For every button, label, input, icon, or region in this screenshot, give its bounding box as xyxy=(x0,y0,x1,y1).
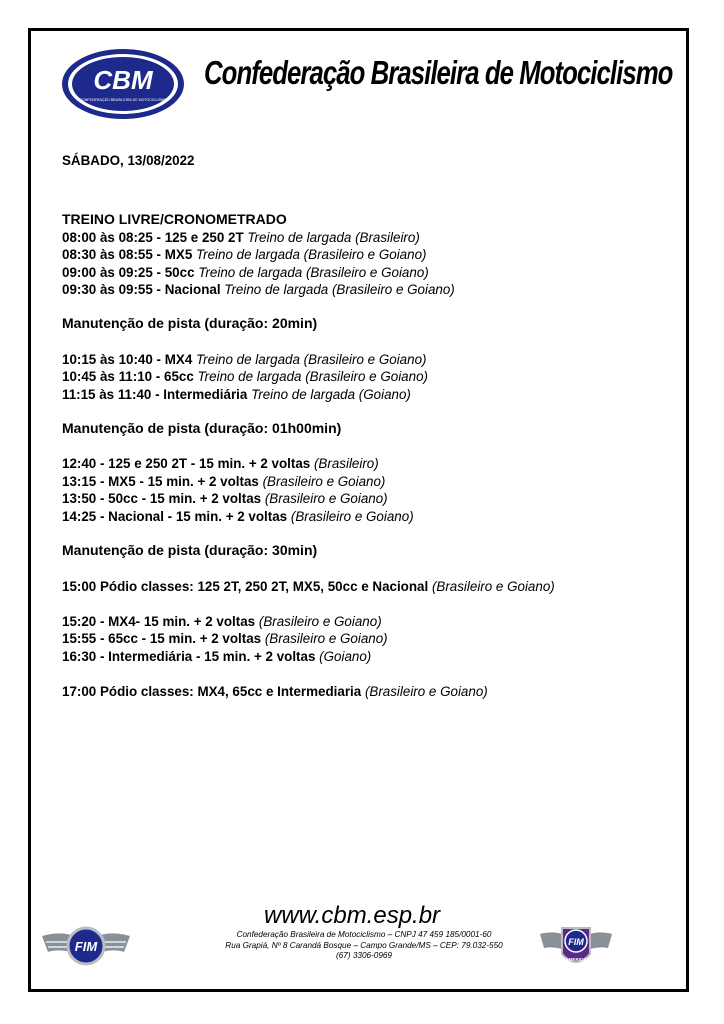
item-time: 10:15 às 10:40 - MX4 xyxy=(62,351,193,367)
item-note: (Goiano) xyxy=(315,648,372,664)
schedule-item xyxy=(62,455,682,472)
organization-title: Confederação Brasileira de Motociclismo xyxy=(204,54,673,91)
item-note: Treino de largada (Brasileiro e Goiano) xyxy=(224,282,455,298)
website-url: www.cbm.esp.br xyxy=(264,902,441,929)
item-time: 13:50 - 50cc - 15 min. + 2 voltas xyxy=(62,491,262,507)
footer-line-phone: (67) 3306-0969 xyxy=(336,951,392,961)
cbm-logo-subtext: CONFEDERAÇÃO BRASILEIRA DE MOTOCICLISMO xyxy=(79,98,167,102)
schedule-item xyxy=(62,351,682,368)
item-time: 16:30 - Intermediária - 15 min. + 2 voltas xyxy=(62,648,316,664)
item-note: (Brasileiro e Goiano) xyxy=(428,578,555,594)
item-time: 17:00 Pódio classes: MX4, 65cc e Intermediaria xyxy=(62,684,362,700)
item-note: (Brasileiro e Goiano) xyxy=(258,473,386,489)
section-free-practice xyxy=(62,211,682,298)
schedule-item xyxy=(62,246,682,263)
item-note: (Brasileiro e Goiano) xyxy=(255,613,382,629)
item-time: 08:00 às 08:25 - 125 e 250 2T xyxy=(62,229,244,245)
footer-contact xyxy=(200,930,528,962)
item-time: 15:55 - 65cc - 15 min. + 2 voltas xyxy=(62,631,262,647)
item-note: Treino de largada (Goiano) xyxy=(247,386,411,402)
section-title: Manutenção de pista (duração: 01h00min) xyxy=(62,420,342,437)
event-date: SÁBADO, 13/08/2022 xyxy=(62,153,195,168)
schedule-item xyxy=(62,648,682,665)
schedule-item xyxy=(62,473,682,490)
schedule-item xyxy=(62,508,682,525)
schedule-item xyxy=(62,368,682,385)
item-time: 08:30 às 08:55 - MX5 xyxy=(62,247,193,263)
item-time: 12:40 - 125 e 250 2T - 15 min. + 2 voltas xyxy=(62,456,311,472)
fim-right-text: FIM xyxy=(568,937,584,947)
item-time: 15:00 Pódio classes: 125 2T, 250 2T, MX5, 50cc e Nacional xyxy=(62,578,429,594)
schedule-item xyxy=(62,229,682,246)
item-time: 09:00 às 09:25 - 50cc xyxy=(62,264,195,280)
item-note: Treino de largada (Brasileiro) xyxy=(243,229,420,245)
section-title: TREINO LIVRE/CRONOMETRADO xyxy=(62,211,287,228)
cbm-logo xyxy=(60,46,186,122)
item-note: (Brasileiro e Goiano) xyxy=(261,491,388,507)
item-note: Treino de largada (Brasileiro e Goiano) xyxy=(192,247,427,263)
schedule-content xyxy=(62,152,682,701)
item-time: 15:20 - MX4- 15 min. + 2 voltas xyxy=(62,613,256,629)
fim-right-subtext: AMERICA xyxy=(565,957,587,962)
schedule-item xyxy=(62,264,682,281)
section-title: Manutenção de pista (duração: 20min) xyxy=(62,315,318,332)
section-maintenance-60 xyxy=(62,420,682,525)
podium-item xyxy=(62,578,682,595)
section-maintenance-20 xyxy=(62,315,682,403)
fim-left-text: FIM xyxy=(74,939,98,954)
fim-logo-left xyxy=(40,922,132,970)
section-title: Manutenção de pista (duração: 30min) xyxy=(62,542,318,559)
item-note: (Brasileiro e Goiano) xyxy=(261,631,388,647)
schedule-item xyxy=(62,613,682,630)
item-note: Treino de largada (Brasileiro e Goiano) xyxy=(194,264,429,280)
schedule-item xyxy=(62,281,682,298)
footer-line-address: Rua Grapiá, Nº 8 Carandá Bosque – Campo Grande/MS – CEP: 79.032-550 xyxy=(225,940,503,950)
schedule-item xyxy=(62,630,682,647)
cbm-logo-text: CBM xyxy=(93,65,153,95)
schedule-item xyxy=(62,386,682,403)
item-time: 10:45 às 11:10 - 65cc xyxy=(62,369,194,385)
podium-item xyxy=(62,683,682,700)
letterhead xyxy=(60,46,680,126)
item-time: 09:30 às 09:55 - Nacional xyxy=(62,282,225,298)
fim-america-logo-right xyxy=(538,920,614,972)
schedule-item xyxy=(62,490,682,507)
section-maintenance-30 xyxy=(62,542,682,700)
item-note: Treino de largada (Brasileiro e Goiano) xyxy=(193,369,428,385)
item-time: 11:15 às 11:40 - Intermediária xyxy=(62,386,248,402)
item-note: (Brasileiro e Goiano) xyxy=(361,684,488,700)
footer-line-company: Confederação Brasileira de Motociclismo – CNPJ 47 459 185/0001-60 xyxy=(236,930,492,939)
item-time: 13:15 - MX5 - 15 min. + 2 voltas xyxy=(62,473,259,489)
item-note: (Brasileiro) xyxy=(310,456,379,472)
item-time: 14:25 - Nacional - 15 min. + 2 voltas xyxy=(62,508,288,524)
item-note: Treino de largada (Brasileiro e Goiano) xyxy=(192,351,427,367)
item-note: (Brasileiro e Goiano) xyxy=(287,508,414,524)
